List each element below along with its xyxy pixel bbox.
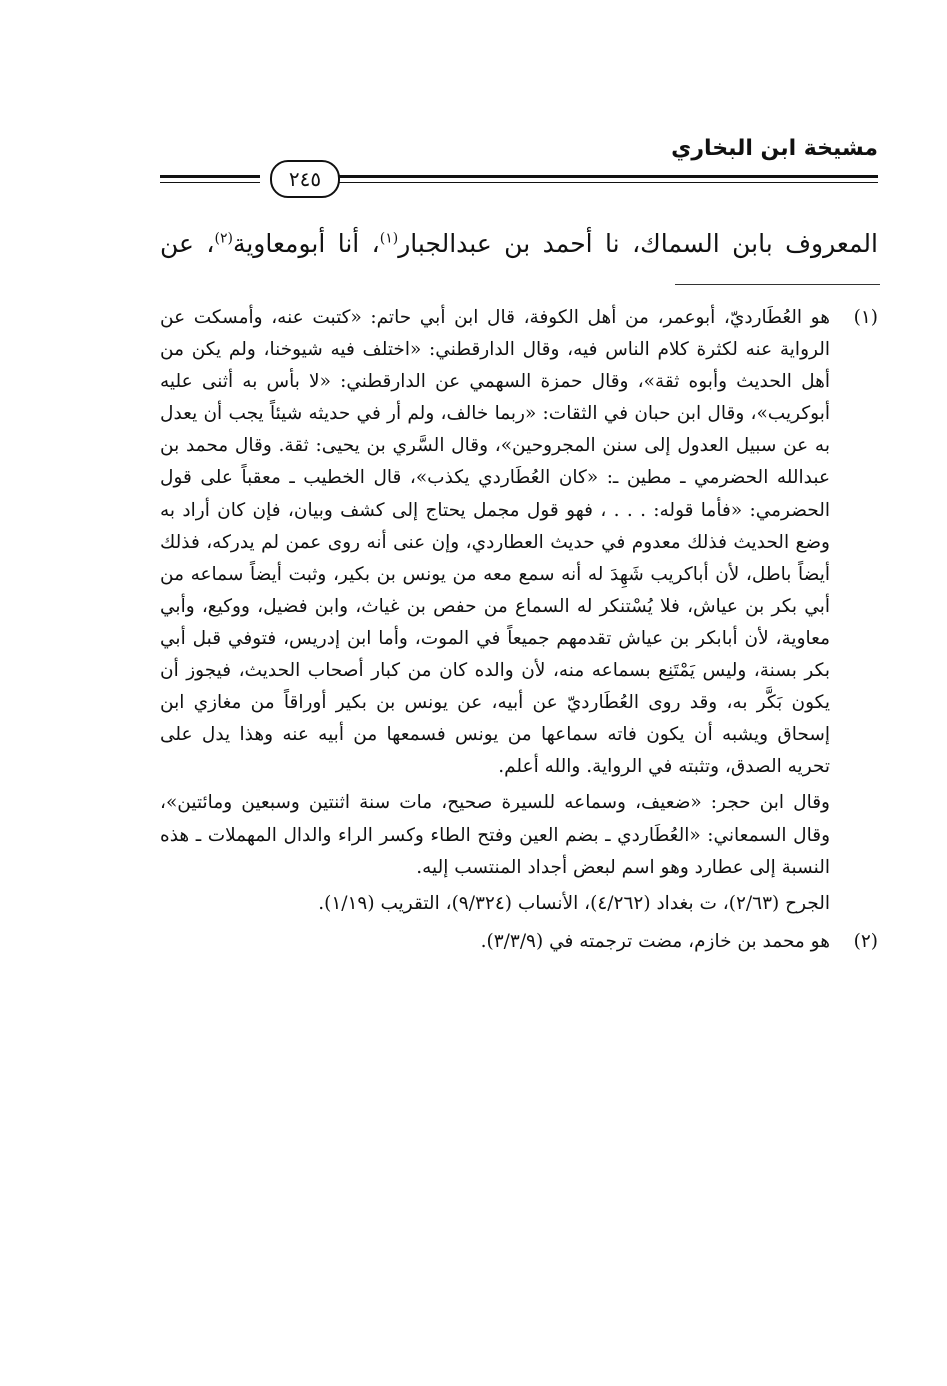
footnote-sources: الجرح (٢/٦٣)، ت بغداد (٤/٢٦٢)، الأنساب (٩/٣٢٤)، التقريب (١/١٩). — [318, 892, 830, 914]
footnote-paragraph: هو العُطَارديّ، أبوعمر، من أهل الكوفة، قال ابن أبي حاتم: «كتبت عنه، وأمسكت عن الرواية عنه لكثرة كلام الناس فيه، وقال الدارقطني: «اختلف فيه شيوخنا، ولم يكن من أهل الحديث وأبوه ثقة»، وقال حمزة السهمي عن الدارقطني: «لا بأس به أثنى عليه أبوكريب»، وقال ابن حبان في الثقات: «ربما خالف، ولم أر في حديثه شيئاً يجب أن يعدل به عن سبيل العدول إلى سنن المجروحين»، وقال السَّري بن يحيى: ثقة. وقال محمد بن عبدالله الحضرمي ـ مطين ـ: «كان العُطَاردي يكذب»، قال الخطيب ـ معقباً على قول الحضرمي: «فأما قوله: . . . ، فهو قول مجمل يحتاج إلى كشف وبيان، فإن كان أراد به وضع الحديث فذلك معدوم في حديث العطاردي، وإن عنى أنه روى عمن لم يدركه، فذلك أيضاً باطل، لأن أباكريب شَهِدَ له أنه سمع معه من يونس بن بكير، وثبت أيضاً سماعه من أبي بكر بن عياش، فلا يُسْتنكر له السماع من حفص بن غياث، وابن فضيل، ووكيع، وأبي معاوية، لأن أبابكر بن عياش تقدمهم جميعاً في الموت، وأما ابن إدريس، فتوفي قبل أبي بكر بسنة، وليس يَمْتَنِع بسماعه منه، لأن والده كان من كبار أصحاب الحديث، فيجوز أن يكون بَكَّر به، وقد روى العُطَارديّ عن أبيه، عن يونس بن بكير أوراقاً من مغازي ابن إسحاق ويشبه أن يكون فاته سماعها من يونس فسمعها من أبيه عنه وهذا يدل على تحريه الصدق، وتثبته في الرواية. والله أعلم. — [160, 307, 830, 778]
main-text-part: ، عن — [160, 229, 215, 258]
header-rule-left-thin — [160, 182, 260, 183]
header-rule — [338, 175, 878, 178]
book-title: مشيخة ابن البخاري — [671, 136, 878, 161]
footnote — [160, 926, 878, 958]
main-text-part: ، أنا أبومعاوية — [232, 229, 380, 258]
footnote-reference-2[interactable]: (٢) — [214, 230, 233, 247]
header-rule-thin — [338, 182, 878, 183]
main-text-part: المعروف بابن السماك، نا أحمد بن عبدالجبار — [398, 229, 878, 258]
footnote-paragraph: وقال ابن حجر: «ضعيف، وسماعه للسيرة صحيح، مات سنة اثنتين وسبعين ومائتين»، وقال السمعاني: «العُطَاردي ـ بضم العين وفتح الطاء وكسر الراء والدال المهملات ـ هذه النسبة إلى عطارد وهو اسم لبعض أجداد المنتسب إليه. — [160, 792, 830, 878]
header-rule-left — [160, 175, 260, 178]
footnote — [160, 302, 878, 920]
footnote-reference-1[interactable]: (١) — [379, 230, 399, 247]
footnote-separator — [675, 284, 880, 285]
page-number: ٢٤٥ — [270, 160, 340, 198]
footnote-number: (١) — [853, 307, 878, 328]
footnote-paragraph: هو محمد بن خازم، مضت ترجمته في (٣/٣/٩). — [480, 930, 830, 952]
footnotes-section — [160, 302, 878, 962]
page-header — [160, 132, 878, 192]
main-text-line — [160, 222, 878, 266]
footnote-number: (٢) — [853, 930, 878, 952]
